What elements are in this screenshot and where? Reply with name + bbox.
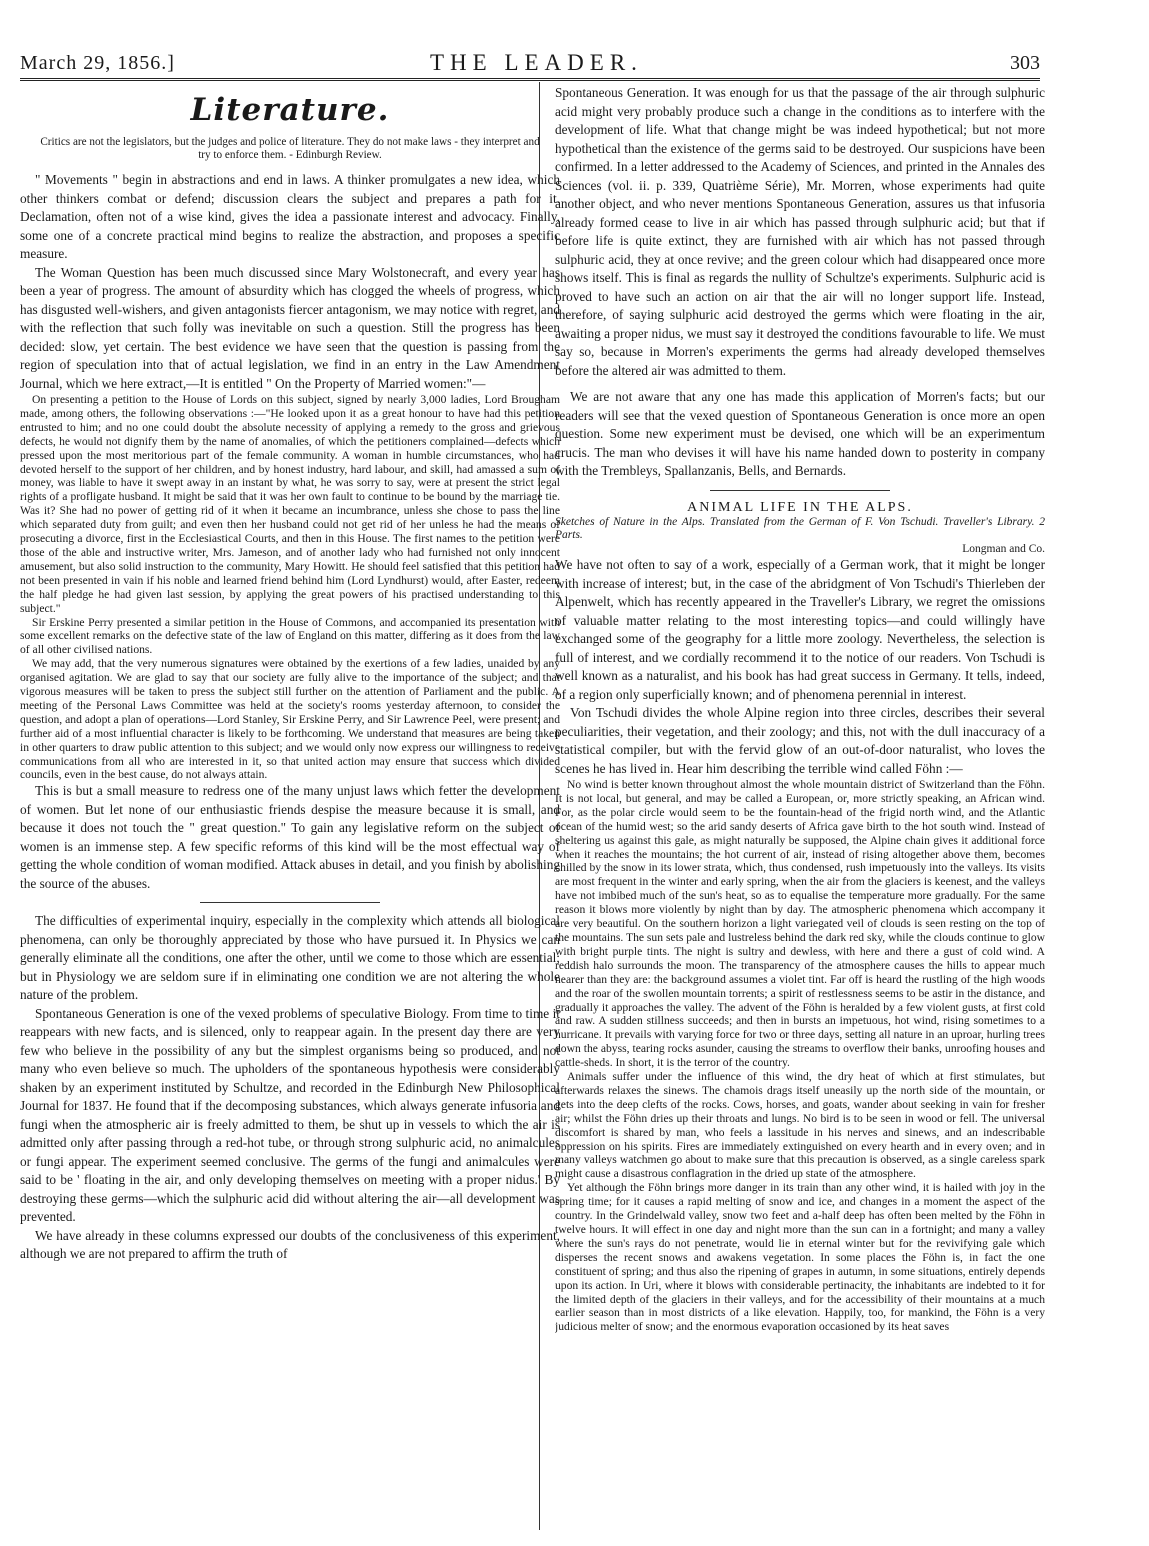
article-separator <box>200 902 380 903</box>
quoted-paragraph: We may add, that the very numerous signatures were obtained by the exertions of a few ladies, unaided by any organised agitation. We are glad to say that our society are fully alive to the importance of the subject; and that vigorous measures will be taken to press the subject still further on the attention of Parliament and the public. A meeting of the Personal Laws Committee was held at the society's rooms yesterday afternoon, to consider the question, and adopt a plan of operations—Lord Stanley, Sir Erskine Perry, and Sir Lawrence Peel, were present; and further aid of a most influential character is likely to be forthcoming. We understand that measures are being taken in other quarters to draw public attention to this subject; and we would only now express our willingness to receive communications from all who are interested in it, so that united action may ensure that success which divided councils, even in the best cause, do not always attain. <box>20 657 560 782</box>
article-separator <box>710 490 890 491</box>
article-paragraph: We have already in these columns expressed our doubts of the conclusiveness of this experiment, although we are not prepared to affirm the truth of <box>20 1227 560 1262</box>
article-paragraph: Spontaneous Generation. It was enough for us that the passage of the air through sulphuric acid might very probably produce such a change in the conditions as to interfere with the development of life. What that change might be was indeed hypothetical; but not more hypothetical than the existence of the germs said to be destroyed. Our suspicions have been confirmed. In a letter addressed to the Academy of Sciences, and printed in the Annales des Sciences (vol. ii. p. 339, Quatrième Série), Mr. Morren, whose experiments had quite another object, and who never mentions Spontaneous Generation, assures us that infusoria already formed cease to live in air which has passed through sulphuric acid; but that if before life is quite extinct, they are furnished with air which has not passed through sulphuric acid, they at once revive; and the green colour which had disappeared once more shows itself. This is final as regards the nullity of Schultze's experiments. Sulphuric acid is proved to have such an action on air that the air will no longer support life. Instead, therefore, of saying sulphuric acid destroyed the germs which were floating in the air, awaiting a proper nidus, we must say it destroyed the conditions favourable to life. We must say so, because in Morren's experiments the germs had already developed themselves before the altered air was admitted to them. <box>555 85 1045 378</box>
article-paragraph: This is but a small measure to redress one of the many unjust laws which fetter the development of women. But let none of our enthusiastic friends despise the measure because it is small, and because it does not touch the " great question." To gain any legislative reform on the subject of women is an immense step. A few specific reforms of this kind will be the most effectual way of getting the whole condition of woman modified. Attack abuses in detail, and you finish by abolishing the source of the abuses. <box>20 783 560 891</box>
motto: Critics are not the legislators, but the judges and police of literature. They do not make laws - they interpret and try to enforce them. - Edinburgh Review. <box>40 136 540 161</box>
quoted-paragraph: No wind is better known throughout almost the whole mountain district of Switzerland than the Föhn. It is not local, but general, and may be called a European, or, more strictly speaking, an African wind. For, as the polar circle would seem to be the fountain-head of the frigid north wind, and the Atlantic ocean of the humid west; so the arid sandy deserts of Africa gave birth to the hot south wind. Instead of sheltering us against this gale, as might naturally be supposed, the Alpine chain gives it additional force when it reaches the mountains; the hot current of air, instead of rising altogether above them, becomes chilled by the snow in its lower strata, which, thus condensed, rush impetuously into the valleys. Its visits are most frequent in the winter and early spring, when the air from the glaciers is keenest, and the valleys have not imbibed much of the sun's heat, so as to equalise the temperature more gradually. For the same reason it blows more violently by night than by day. The atmospheric phenomena which accompany it are very beautiful. On the southern horizon a light variegated veil of clouds is seen resting on the top of the mountains. The sun sets pale and lustreless behind the dark red sky, while the clouds continue to glow with bright purple tints. The night is sultry and dewless, with here and there a gust of cold wind. A reddish halo surrounds the moon. The transparency of the atmosphere causes the hills to appear much nearer than they are: the background assumes a violet tint. Far off is heard the rustling of the high woods and the roar of the swollen mountain torrents; a spirit of restlessness seems to be astir in the distance, and gradually it approaches the valley. The advent of the Föhn is heralded by a few violent gusts, at first cold and raw. A sudden stillness succeeds; and then in bursts an impetuous, hot wind, rising sometimes to a hurricane. It prevails with varying force for two or three days, setting all nature in an uproar, hurling trees down the abyss, tearing rocks asunder, causing the streams to overflow their banks, unroofing houses and cattle-sheds. In short, it is the terror of the country. <box>555 778 1045 1070</box>
header-rule <box>20 78 1040 81</box>
article-paragraph: We are not aware that any one has made this application of Morren's facts; but our readers will see that the vexed question of Spontaneous Generation is once more an open question. Some new experiment must be devised, one which will be an experimentum crucis. The man who devises it will have his name handed down to posterity in company with the Trembleys, Spallanzanis, Bells, and Bernards. <box>555 389 1045 478</box>
review-meta <box>555 516 1045 557</box>
right-column <box>555 84 1045 1539</box>
page-number: 303 <box>1010 52 1040 74</box>
article-paragraph: " Movements " begin in abstractions and end in laws. A thinker promulgates a new idea, which other thinkers combat or defend; discussion clears the subject and prepares a path for it. Declamation, often not of a wise kind, gives the idea a passionate interest and advocacy. Finally, some one of a concrete practical mind begins to realize the abstraction, and proposes a specific measure. <box>20 172 560 261</box>
running-head <box>20 52 1040 78</box>
quoted-paragraph: Animals suffer under the influence of this wind, the dry heat of which at first stimulates, but afterwards relaxes the sinews. The chamois drags itself uneasily up the north side of the mountain, or gets into the deep clefts of the rocks. Cows, horses, and goats, wander about seeking in vain for fresher air; whilst the Föhn dries up their throats and lungs. No bird is to be seen in wood or fell. The universal discomfort is shared by man, who feels a lassitude in his nerves and sinews, and an indescribable oppression on his spirits. Fires are immediately extinguished on every hearth and in every oven; and in many valleys watchmen go about to make sure that this precaution is observed, as a single careless spark might cause a disastrous conflagration in the dried up state of the atmosphere. <box>555 1070 1045 1181</box>
review-paragraph: Von Tschudi divides the whole Alpine region into three circles, describes their several peculiarities, their vegetation, and their zoology; and this, not with the dull inaccuracy of a statistical compiler, but with the fervid glow of an out-of-door naturalist, who loves the scenes he has lived in. Hear him describing the terrible wind called Föhn :— <box>555 705 1045 776</box>
masthead: THE LEADER. <box>430 50 643 75</box>
quoted-paragraph: Sir Erskine Perry presented a similar petition in the House of Commons, and accompanied its presentation with some excellent remarks on the defective state of the law of England on this matter, differing as it does from the law of all other civilised nations. <box>20 615 560 657</box>
article-paragraph: The difficulties of experimental inquiry, especially in the complexity which attends all biological phenomena, can only be thoroughly appreciated by those who have pursued it. In Physics we can generally eliminate all the conditions, one after the other, until we come to those which are essential; but in Physiology we are seldom sure if in eliminating one condition we are not altering the whole nature of the problem. <box>20 913 560 1003</box>
review-title: ANIMAL LIFE IN THE ALPS. <box>687 499 913 515</box>
section-title: Literature. <box>190 92 390 128</box>
quoted-paragraph: On presenting a petition to the House of Lords on this subject, signed by nearly 3,000 ladies, Lord Brougham made, among others, the following observations :—"He looked upon it as a great honour to have had this petition entrusted to him; and no one could doubt the absolute necessity of applying a remedy to the gross and grievous defects, he would not dignify them by the name of anomalies, of which the petitioners complained—defects which pressed upon the most meritorious part of the female community. A woman in humble circumstances, who had devoted herself to the support of her children, and by honest industry, hard labour, and skill, had amassed a sum of money, was liable to have it swept away in an instant by what, he was sorry to say, were at present the strict legal rights of a profligate husband. It might be said that it was her own fault to continue to be bound by the marriage tie. Was it? She had no power of getting rid of it when it became an incumbrance, unless she chose to pass the line which separated duty from guilt; and even then her husband could not get rid of her unless he had the means of prosecuting a divorce, first in the Ecclesiastical Courts, and then in this House. The first names to the petition were those of the able and instructive writer, Mrs. Jameson, and of another lady who had furnished not only innocent amusement, but also solid instruction to the community, Mary Howitt. He should feel satisfied that this petition had not been presented in vain if his noble and learned friend behind him (Lord Lyndhurst) would, after Easter, redeem the half pledge he had given last session, by applying the great powers of his practised understanding to this subject." <box>20 393 560 615</box>
review-book-info: Sketches of Nature in the Alps. Translated from the German of F. Von Tschudi. Traveller's Library. 2 Parts. <box>555 515 1045 541</box>
quoted-paragraph: Yet although the Föhn brings more danger in its train than any other wind, it is hailed with joy in the spring time; for it causes a rapid melting of snow and ice, and changes in a moment the aspect of the country. In the Grindelwald valley, snow two feet and a-half deep has often been melted by the Föhn in twelve hours. It will effect in one day and night more than the sun can in a fortnight; and many a valley where the sun's rays do not penetrate, would lie in eternal winter but for the revivifying gale which disperses the recent snows and awakens vegetation. In some places the Föhn is, in fact the one constituent of spring; and thus also the ripening of grapes in autumn, in some situations, entirely depends upon its action. In Uri, where it blows with considerable pertinacity, the inhabitants are indebted to it for the limited depth of the glaciers in their valleys, and for the accessibility of their mountains at a much earlier season than in most districts of a like elevation. Happily, too, for mankind, the Föhn is a very judicious melter of snow; and the enormous evaporation occasioned by its heat saves <box>555 1181 1045 1334</box>
article-paragraph: The Woman Question has been much discussed since Mary Wolstonecraft, and every year has been a year of progress. The amount of absurdity which has clogged the wheels of progress, which has disgusted well-wishers, and given antagonists fiercer antagonism, we may notice with regret, and with the reflection that such folly was inevitable on such a question. Still the progress has been decided: slow, yet certain. The best evidence we have seen that the question is passing from the region of speculation into that of actual legislation, we find in an entry in the Law Amendment Journal, which we here extract,—It is entitled " On the Property of Married women:"— <box>20 264 560 391</box>
review-publisher: Longman and Co. <box>962 542 1045 555</box>
issue-date: March 29, 1856.] <box>20 52 175 74</box>
left-column <box>20 84 560 1539</box>
review-paragraph: We have not often to say of a work, especially of a German work, that it might be longer with increase of interest; but, in the case of the abridgment of Von Tschudi's Thierleben der Alpenwelt, which has recently appeared in the Traveller's Library, we regret the omissions of valuable matter relating to the most interesting topics—and could willingly have exchanged some of the geography for a little more zoology. Nevertheless, the selection is full of interest, and we cordially recommend it to the notice of our readers. Von Tschudi is well known as a naturalist, and his book has had great success in Germany. It tells, indeed, of a region only superficially known; and of phenomena perennial in interest. <box>555 557 1045 702</box>
article-paragraph: Spontaneous Generation is one of the vexed problems of speculative Biology. From time to time it reappears with new facts, and is silenced, only to reappear again. In the present day there are very few who believe in the possibility of any but the simplest organisms being so produced, and not many who even believe so much. The upholders of the spontaneous hypothesis were considerably shaken by an experiment instituted by Schultze, and recorded in the Edinburgh New Philosophical Journal for 1837. He found that if the decomposing substances, which always generate infusoria and fungi when the atmospheric air is freely admitted to them, be shut up in vessels to which the air is admitted only after passing through a red-hot tube, or through strong sulphuric acid, no animalcules or fungi appear. The experiment seemed conclusive. The germs of the fungi and animalcules were said to be ' floating in the air, and only developing themselves on meeting with a proper nidus.' By destroying these germs—which the sulphuric acid did without altering the air—all development was prevented. <box>20 1005 560 1225</box>
